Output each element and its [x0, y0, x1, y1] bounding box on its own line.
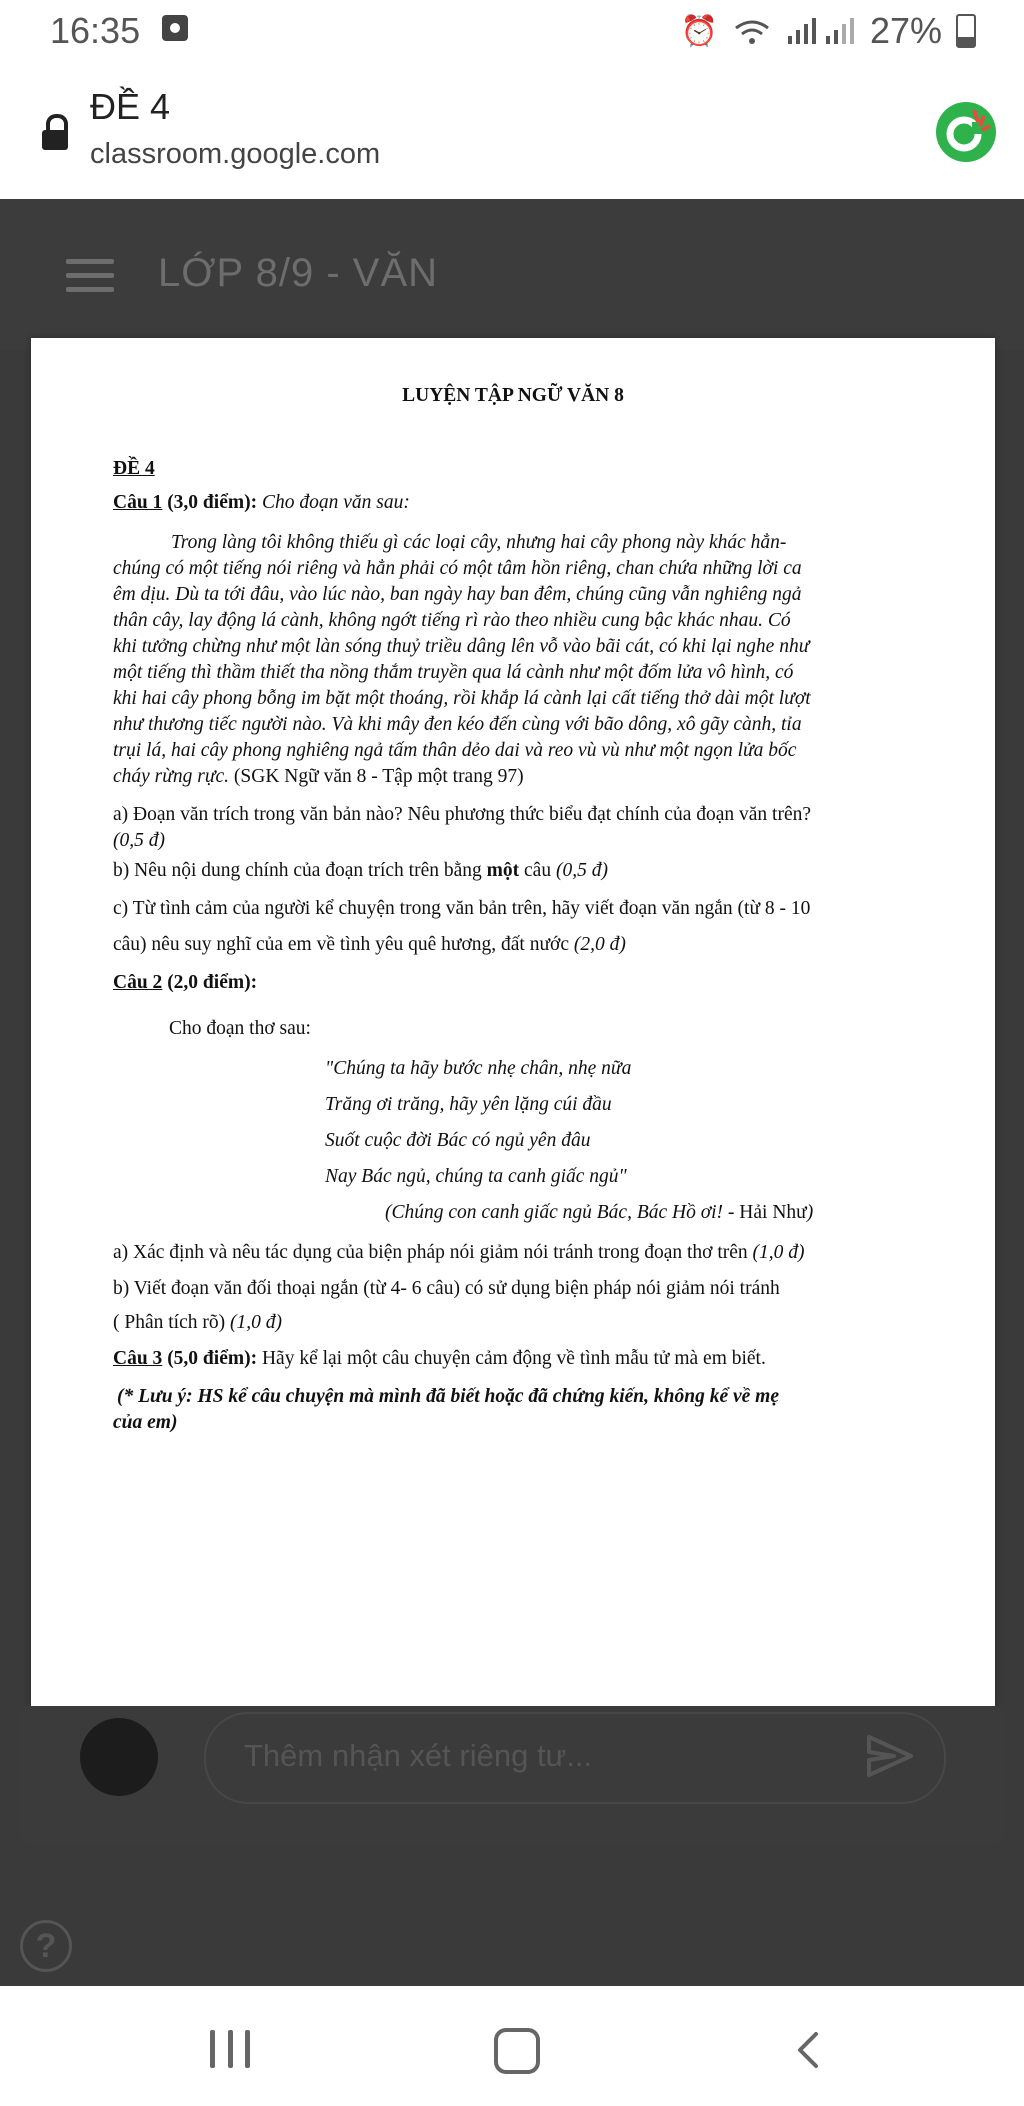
comment-placeholder: Thêm nhận xét riêng tư...: [244, 1738, 593, 1773]
q1-part-c-line1: c) Từ tình cảm của người kể chuyện trong văn bản trên, hãy viết đoạn văn ngắn (từ 8 - 10: [113, 898, 811, 919]
recent-apps-icon[interactable]: [210, 2030, 250, 2068]
passage-line: êm dịu. Dù ta tới đâu, vào lúc nào, ban ngày hay ban đêm, chúng cũng vẫn nghiêng ngả: [113, 584, 802, 605]
back-icon[interactable]: [790, 2030, 830, 2070]
battery-icon: [956, 14, 976, 48]
passage-line: như thương tiếc người nào. Và khi mây đen kéo đến cùng với bão dông, xô gãy cành, tỉa: [113, 714, 802, 735]
q2-part-b-line1: b) Viết đoạn văn đối thoại ngắn (từ 4- 6 câu) có sử dụng biện pháp nói giảm nói tránh: [113, 1278, 780, 1299]
signal-icon: [786, 16, 856, 46]
q1-prompt: Cho đoạn văn sau:: [257, 492, 410, 513]
q1-part-a: a) Đoạn văn trích trong văn bản nào? Nêu phương thức biểu đạt chính của đoạn văn trên?: [113, 804, 812, 825]
q1-label: Câu 1: [113, 492, 163, 513]
avatar: [80, 1718, 158, 1796]
q2-label: Câu 2: [113, 972, 163, 993]
photo-icon: [162, 15, 188, 41]
q1-points: (3,0 điểm):: [162, 492, 258, 513]
menu-icon[interactable]: [66, 259, 114, 293]
q2-part-b-line2: [113, 1312, 282, 1334]
passage-line: khi hai cây phong bỗng im bặt một thoáng, rồi khắp lá cành lại cất tiếng thở dài một lượt: [113, 688, 811, 709]
poem-line: "Chúng ta hãy bước nhẹ chân, nhẹ nữa: [325, 1058, 632, 1079]
q1-c-points: (2,0 đ): [573, 934, 626, 955]
q2-part-a: [113, 1242, 805, 1264]
poem-author: - Hải Như: [723, 1202, 807, 1223]
document-heading: LUYỆN TẬP NGỮ VĂN 8: [402, 385, 624, 406]
q2-a-text: a) Xác định và nêu tác dụng của biện pháp nói giảm nói tránh trong đoạn thơ trên: [113, 1242, 753, 1263]
home-icon[interactable]: [494, 2028, 540, 2074]
question-3: [113, 1348, 766, 1370]
passage-line: khi tưởng chừng như một làn sóng thuỷ triều dâng lên vỗ vào bãi cát, có khi lại nghe như: [113, 636, 810, 657]
status-icons: [681, 10, 976, 52]
q1-c-text: câu) nêu suy nghĩ của em về tình yêu quê hương, đất nước: [113, 934, 574, 955]
question-1-title: [113, 492, 410, 514]
q1-part-b: [113, 860, 608, 882]
poem-line: Nay Bác ngủ, chúng ta canh giấc ngủ": [325, 1166, 627, 1187]
exam-number: ĐỀ 4: [113, 458, 155, 479]
class-title: LỚP 8/9 - VĂN: [158, 251, 439, 295]
poem-source-title: (Chúng con canh giấc ngủ Bác, Bác Hồ ơi!: [385, 1202, 724, 1223]
q1-b-points: (0,5 đ): [555, 860, 608, 881]
battery-percent: 27%: [869, 10, 942, 51]
q1-part-c-line2: [113, 934, 626, 956]
page-title: ĐỀ 4: [90, 86, 171, 127]
q2-points: (2,0 điểm):: [162, 972, 258, 993]
browser-bar: [0, 64, 1024, 199]
q3-prompt: Hãy kể lại một câu chuyện cảm động về tình mẫu tử mà em biết.: [257, 1348, 766, 1369]
q1-part-a-points: (0,5 đ): [113, 830, 165, 851]
clock: 16:35: [50, 10, 141, 51]
send-icon[interactable]: [866, 1734, 914, 1778]
q3-note-line1: (* Lưu ý: HS kể câu chuyện mà mình đã biết hoặc đã chứng kiến, không kể về mẹ: [117, 1386, 779, 1407]
q1-b-text: b) Nêu nội dung chính của đoạn trích trên bằng: [113, 860, 487, 881]
q2-prompt: Cho đoạn thơ sau:: [169, 1018, 311, 1039]
q3-note-line2: của em): [113, 1412, 178, 1433]
passage-line: trụi lá, hai cây phong nghiêng ngả tấm thân dẻo dai và reo vù vù như một ngọn lửa bốc: [113, 740, 797, 761]
passage-last-line: [113, 766, 524, 788]
navigation-bar: [0, 1986, 1024, 2106]
q3-points: (5,0 điểm):: [162, 1348, 258, 1369]
q2-b-text: ( Phân tích rõ): [113, 1312, 230, 1333]
app-header: [0, 199, 1024, 349]
q2-a-points: (1,0 đ): [752, 1242, 805, 1263]
q1-b-post: câu: [519, 860, 556, 881]
alarm-icon: ⏰: [680, 14, 718, 48]
passage-line: một tiếng thì thầm thiết tha nồng thắm truyền qua lá cành như một đốm lửa vô hình, có: [113, 662, 794, 683]
passage-line: cháy rừng rực.: [113, 766, 230, 787]
q1-b-bold: một: [486, 860, 520, 881]
help-icon[interactable]: ?: [20, 1920, 72, 1972]
passage-source: (SGK Ngữ văn 8 - Tập một trang 97): [229, 766, 524, 787]
passage-line: Trong làng tôi không thiếu gì các loại cây, nhưng hai cây phong này khác hẳn-: [171, 532, 787, 553]
lock-icon: [42, 114, 68, 150]
poem-line: Suốt cuộc đời Bác có ngủ yên đâu: [325, 1130, 591, 1151]
poem-line: Trăng ơi trăng, hãy yên lặng cúi đầu: [325, 1094, 612, 1115]
wifi-icon: [732, 16, 772, 46]
passage-line: thân cây, lay động lá cành, không ngớt tiếng rì rào theo nhiều cung bậc khác nhau. Có: [113, 610, 791, 631]
q3-label: Câu 3: [113, 1348, 163, 1369]
poem-source-close: ): [806, 1202, 814, 1223]
document-viewer[interactable]: [31, 338, 995, 1706]
passage-line: chúng có một tiếng nói riêng và hẳn phải có một tâm hồn riêng, chan chứa những lời ca: [113, 558, 802, 579]
poem-source: [385, 1202, 813, 1224]
status-bar: [0, 0, 1024, 64]
question-2-title: [113, 972, 257, 994]
url-text[interactable]: classroom.google.com: [90, 138, 381, 170]
classroom-logo-icon[interactable]: [934, 100, 998, 164]
q2-b-points: (1,0 đ): [229, 1312, 282, 1333]
